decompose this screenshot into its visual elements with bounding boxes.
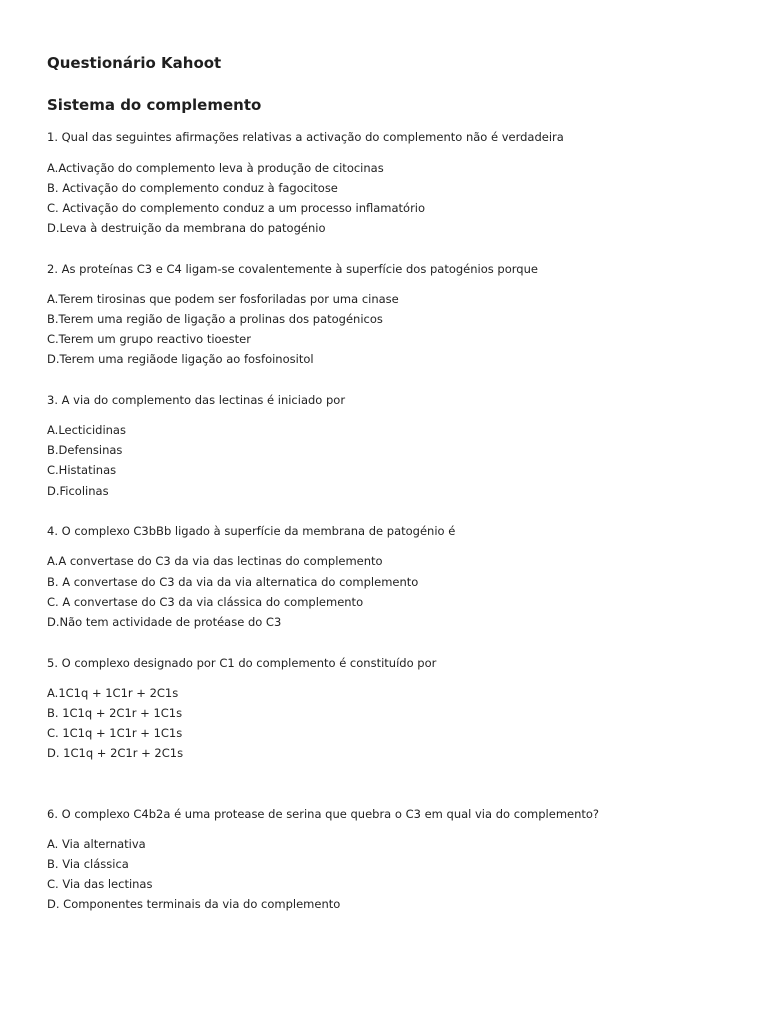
question-3-option-b: B.Defensinas bbox=[47, 443, 123, 457]
document-title: Questionário Kahoot bbox=[47, 54, 222, 72]
question-4: 4. O complexo C3bBb ligado à superfície da membrana de patogénio é bbox=[47, 524, 456, 538]
question-2: 2. As proteínas C3 e C4 ligam-se covalentemente à superfície dos patogénios porque bbox=[47, 262, 538, 276]
question-3-option-d: D.Ficolinas bbox=[47, 484, 109, 498]
question-6-option-d: D. Componentes terminais da via do complemento bbox=[47, 897, 341, 911]
question-1-option-b: B. Activação do complemento conduz à fagocitose bbox=[47, 181, 338, 195]
question-2-option-d: D.Terem uma regiãode ligação ao fosfoinositol bbox=[47, 352, 314, 366]
question-3-option-a: A.Lecticidinas bbox=[47, 423, 126, 437]
question-5: 5. O complexo designado por C1 do complemento é constituído por bbox=[47, 656, 437, 670]
question-4-option-b: B. A convertase do C3 da via da via alternatica do complemento bbox=[47, 575, 419, 589]
question-6-option-a: A. Via alternativa bbox=[47, 837, 146, 851]
question-1-option-d: D.Leva à destruição da membrana do patogénio bbox=[47, 221, 326, 235]
question-3-option-c: C.Histatinas bbox=[47, 463, 117, 477]
question-1: 1. Qual das seguintes afirmações relativas a activação do complemento não é verdadeira bbox=[47, 130, 564, 144]
question-1-option-a: A.Activação do complemento leva à produção de citocinas bbox=[47, 161, 384, 175]
question-6-option-b: B. Via clássica bbox=[47, 857, 129, 871]
question-5-option-c: C. 1C1q + 1C1r + 1C1s bbox=[47, 726, 183, 740]
question-4-option-d: D.Não tem actividade de protéase do C3 bbox=[47, 615, 282, 629]
question-4-option-c: C. A convertase do C3 da via clássica do complemento bbox=[47, 595, 364, 609]
document-subtitle: Sistema do complemento bbox=[47, 96, 262, 114]
question-4-option-a: A.A convertase do C3 da via das lectinas do complemento bbox=[47, 554, 383, 568]
question-2-option-a: A.Terem tirosinas que podem ser fosforiladas por uma cinase bbox=[47, 292, 399, 306]
question-5-option-d: D. 1C1q + 2C1r + 2C1s bbox=[47, 746, 184, 760]
question-2-option-b: B.Terem uma região de ligação a prolinas dos patogénicos bbox=[47, 312, 383, 326]
question-6-option-c: C. Via das lectinas bbox=[47, 877, 153, 891]
question-3: 3. A via do complemento das lectinas é iniciado por bbox=[47, 393, 346, 407]
question-5-option-b: B. 1C1q + 2C1r + 1C1s bbox=[47, 706, 183, 720]
question-1-option-c: C. Activação do complemento conduz a um processo inflamatório bbox=[47, 201, 426, 215]
question-6: 6. O complexo C4b2a é uma protease de serina que quebra o C3 em qual via do complemento? bbox=[47, 807, 600, 821]
question-2-option-c: C.Terem um grupo reactivo tioester bbox=[47, 332, 251, 346]
question-5-option-a: A.1C1q + 1C1r + 2C1s bbox=[47, 686, 179, 700]
